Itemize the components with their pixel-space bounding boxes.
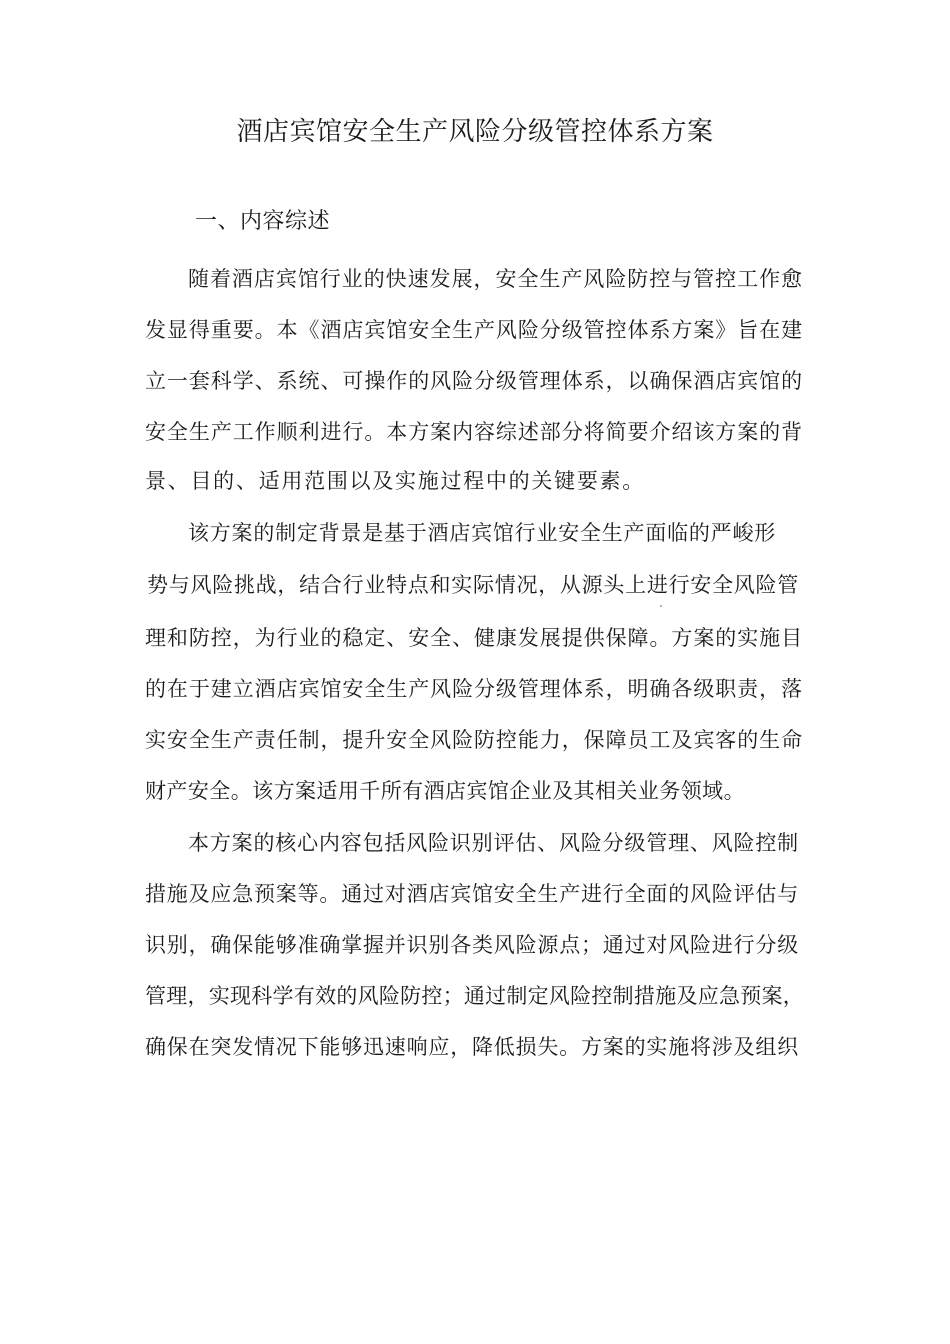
paragraph-line: 理和防控，为行业的稳定、安全、健康发展提供保障。方案的实施目 [145,626,803,650]
document-title: 酒店宾馆安全生产风险分级管控体系方案 [236,117,714,147]
paragraph-line: 发显得重要。本《酒店宾馆安全生产风险分级管控体系方案》旨在建 [145,318,803,342]
paragraph-line: 随着酒店宾馆行业的快速发展，安全生产风险防控与管控工作愈 [188,267,803,291]
paragraph-line: 本方案的核心内容包括风险识别评估、风险分级管理、风险控制 [188,831,799,855]
section-heading: 一、内容综述 [195,209,331,234]
paragraph-line: 势与风险挑战，结合行业特点和实际情况，从源头上进行安全风险管 [147,573,799,597]
paragraph-line: 管理，实现科学有效的风险防控；通过制定风险控制措施及应急预案， [145,984,804,1008]
paragraph-line: 财产安全。该方案适用千所有酒店宾馆企业及其相关业务领域。 [145,779,745,803]
scan-speck [660,605,662,607]
paragraph-line: 景、目的、适用范围以及实施过程中的关键要素。 [145,469,645,493]
paragraph-line: 立一套科学、系统、可操作的风险分级管理体系，以确保酒店宾馆的 [145,369,803,393]
paragraph-line: 确保在突发情况下能够迅速响应，降低损失。方案的实施将涉及组织 [145,1035,799,1059]
paragraph-line: 实安全生产责任制，提升安全风险防控能力，保障员工及宾客的生命 [145,728,803,752]
paragraph-line: 安全生产工作顺利进行。本方案内容综述部分将简要介绍该方案的背 [145,420,803,444]
paragraph-line: 措施及应急预案等。通过对酒店宾馆安全生产进行全面的风险评估与 [145,882,799,906]
paragraph-line: 识别，确保能够准确掌握并识别各类风险源点；通过对风险进行分级 [145,933,799,957]
paragraph-line: 的在于建立酒店宾馆安全生产风险分级管理体系，明确各级职责，落 [145,677,803,701]
paragraph-line: 该方案的制定背景是基于酒店宾馆行业安全生产面临的严峻形 [188,521,776,545]
